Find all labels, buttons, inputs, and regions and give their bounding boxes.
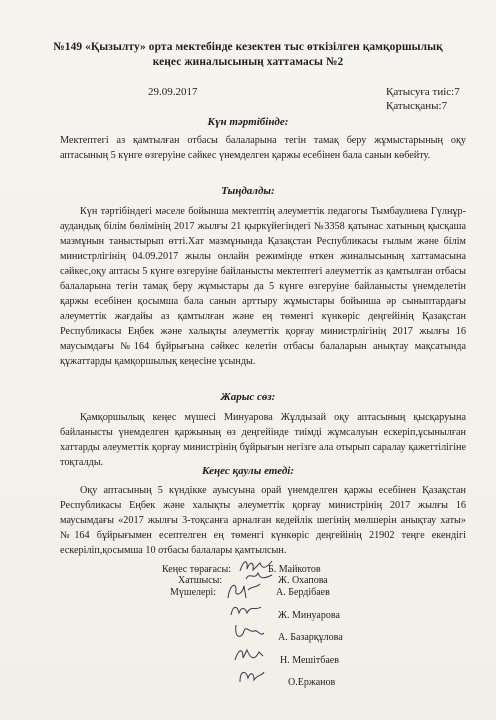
meeting-date: 29.09.2017 xyxy=(148,86,198,98)
signature-role: Хатшысы: xyxy=(178,575,223,586)
handwritten-signature xyxy=(229,601,263,619)
handwritten-signature xyxy=(236,666,266,686)
signature-name: Б. Майкотов xyxy=(268,564,321,575)
attendance-present: Қатысқаны:7 xyxy=(386,100,448,112)
signature-name: Ж. Охапова xyxy=(278,575,328,586)
resolution-text: Оқу аптасының 5 күндікке ауысуына орай үнемделген қаржы есебінен Қазақстан Республикасы Еңбек және халықты әлеуметтік қорғау министрінің 2017 жылғы 16 маусымдағы «2017 жылғы 3-тоқсанға арналған кедейлік шегінің мөлшерін анықтау хаты» №164 бұйрығымен есептелген ең төменгі күнкөріс деңгейінің 21902 теңге екендігі ескеріліп,қосымша 10 отбасы балалары қамтылсын. xyxy=(60,485,466,556)
handwritten-signature xyxy=(232,621,266,643)
debate-text: Қамқоршылық кеңес мүшесі Минуарова Жұлдызай оқу аптасының қысқаруына байланысты үнемделген қаржының өз деңгейінде тиімді жұмсалуын ескеріп,ұсынылған хаттарды әлеуметтік қорғау министрінің бұйрығын негізге ала отырып саралау қажеттілігіне тоқталды. xyxy=(60,412,466,468)
listened-heading: Тыңдалды: xyxy=(221,185,275,197)
agenda-text: Мектептегі аз қамтылған отбасы балаларына тегін тамақ беру жұмыстарының оқу аптасының 5 күнге өзгеруіне сәйкес үнемделген қаржы есебінен бала санын көбейту. xyxy=(60,135,466,161)
title-line-1: №149 «Қызылту» орта мектебінде кезектен тыс өткізілген қамқоршылық xyxy=(53,41,443,53)
debate-heading: Жарыс сөз: xyxy=(220,391,276,403)
signature-role: Кеңес төрағасы: xyxy=(162,564,231,575)
title-line-2: кеңес жиналысының хаттамасы №2 xyxy=(152,56,344,68)
signature-name: Ж. Минуарова xyxy=(278,610,340,621)
handwritten-signature xyxy=(224,580,262,602)
signature-role: Мүшелері: xyxy=(170,587,217,598)
attendance-required: Қатысуға тиіс:7 xyxy=(386,86,460,98)
listened-text: Күн тәртібіндегі мәселе бойынша мектептің әлеуметтік педагогы Тымбаулиева Гүлнұр-аудандық білім бөлімінің 2017 жылғы 21 қыркүйегіндегі №3358 қатынас хатының қысқаша мазмұнын таныстырып өтті.Хат мазмұнында Қазақстан Республикасы ғылым және білім министрлігінің 04.09.2017 жылы онлайн режимінде өткен жиналысының хаттамасына сәйкес,оқу аптасы 5 күнге өзгеруіне байланысты мектептегі әлеуметтік аз қамтылған отбасы балаларына тегін тамақ беру жұмыстары да 5 күнге өзгеруіне байланысты үнемделетін қаржы есебінен қосымша бала санын арттыру жұмыстары бойынша әр сыныптардағы әлеуметтік жағдайы аз қамтылған және ең төменгі күнкөріс деңгейінің Қазақстан Республикасы Еңбек және халықты әлеуметтік қорғау министрлігінің 2017 жылғы 16 маусымдағы №164 бұйрығына сәйкес келетін отбасы балаларын анықтау мақсатында құжаттарды қамқоршылық кеңесіне ұсынды. xyxy=(60,206,466,367)
handwritten-signature xyxy=(233,646,265,664)
signature-name: Н. Мешітбаев xyxy=(280,655,339,666)
resolution-heading: Кеңес қаулы етеді: xyxy=(201,465,295,477)
document-title xyxy=(30,40,466,70)
signature-name: О.Ержанов xyxy=(288,677,336,688)
signature-name: А. Базарқұлова xyxy=(278,632,343,643)
agenda-heading: Күн тәртібінде: xyxy=(207,116,289,128)
signature-name: А. Бердібаев xyxy=(276,587,330,598)
attendance-block xyxy=(386,85,486,113)
